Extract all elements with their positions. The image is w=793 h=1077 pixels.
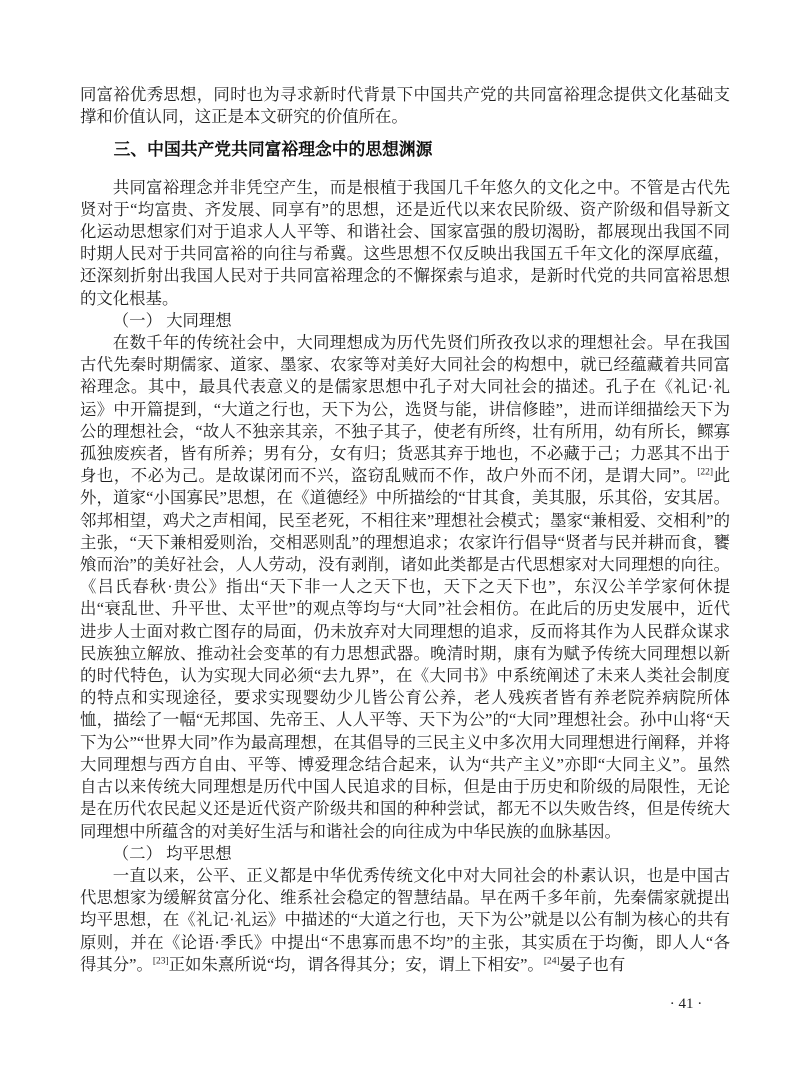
text-run: 共同富裕理念并非凭空产生，而是根植于我国几千年悠久的文化之中。不管是古代先贤对于“均富贵、齐发展、同享有”的思想，还是近代以来农民阶级、资产阶级和倡导新文化运动思想家们对于追求人人平等、和谐社会、国家富强的殷切渴盼，都展现出我国不同时期人民对于共同富裕的向往与希冀。这些思想不仅反映出我国五千年文化的深厚底蕴，还深刻折射出我国人民对于共同富裕理念的不懈探索与追求，是新时代党的共同富裕思想的文化根基。 bbox=[80, 177, 730, 308]
subsection-heading-junping bbox=[80, 843, 730, 865]
paragraph-continued-from-previous-page bbox=[80, 84, 730, 128]
text-run: 同富裕优秀思想，同时也为寻求新时代背景下中国共产党的共同富裕理念提供文化基础支撑和价值认同，这正是本文研究的价值所在。 bbox=[80, 85, 730, 127]
text-run: 一直以来，公平、正义都是中华优秀传统文化中对大同社会的朴素认识，也是中国古代思想家为缓解贫富分化、维系社会稳定的智慧结晶。早在两千多年前，先秦儒家就提出均平思想，在《礼记·礼运》中描述的“大道之行也，天下为公”就是以公有制为核心的共有原则，并在《论语·季氏》中提出“不患寡而患不均”的主张，其实质在于均衡，即人人“各得其分”。 bbox=[80, 865, 730, 974]
footnote-ref: [23] bbox=[152, 956, 169, 967]
text-run: 晏子也有 bbox=[559, 954, 626, 974]
text-run: 此外，道家“小国寡民”思想，在《道德经》中所描绘的“甘其食，美其服，乐其俗，安其居。邻邦相望，鸡犬之声相闻，民至老死，不相往来”理想社会模式；墨家“兼相爱、交相利”的主张，“天下兼相爱则治，交相恶则乱”的理想追求；农家许行倡导“贤者与民并耕而食，饔飧而治”的美好社会，人人劳动，没有剥削，诸如此类都是古代思想家对大同理想的向往。《吕氏春秋·贵公》指出“天下非一人之天下也，天下之天下也”，东汉公羊学家何休提出“衰乱世、升平世、太平世”的观点等均与“大同”社会相仿。在此后的历史发展中，近代进步人士面对救亡图存的局面，仍未放弃对大同理想的追求，反而将其作为人民群众谋求民族独立解放、推动社会变革的有力思想武器。晚清时期，康有为赋予传统大同理想以新的时代特色，认为实现大同必须“去九界”，在《大同书》中系统阐述了未来人类社会制度的特点和实现途径，要求实现婴幼少儿皆公育公养，老人残疾者皆有养老院养病院所体恤，描绘了一幅“无邦国、先帝王、人人平等、天下为公”的“大同”理想社会。孙中山将“天下为公”“世界大同”作为最高理想，在其倡导的三民主义中多次用大同理想进行阐释，并将大同理想与西方自由、平等、博爱理念结合起来，认为“共产主义”亦即“大同主义”。虽然自古以来传统大同理想是历代中国人民追求的目标，但是由于历史和阶级的局限性，无论是在历代农民起义还是近代资产阶级共和国的种种尝试，都无不以失败告终，但是传统大同理想中所蕴含的对美好生活与和谐社会的向往成为中华民族的血脉基因。 bbox=[80, 466, 731, 841]
section-heading bbox=[80, 139, 730, 161]
page-number: · 41 · bbox=[669, 996, 703, 1012]
footnote-ref: [22] bbox=[697, 467, 714, 478]
paragraph-junping-thought bbox=[80, 865, 730, 976]
text-run: （一） 大同理想 bbox=[112, 310, 232, 330]
page-body bbox=[80, 84, 730, 976]
text-run: 正如朱熹所说“均，谓各得其分；安，谓上下相安”。 bbox=[168, 954, 544, 974]
footnote-ref: [24] bbox=[543, 956, 560, 967]
text-run: （二） 均平思想 bbox=[112, 843, 232, 863]
text-run: 三、中国共产党共同富裕理念中的思想渊源 bbox=[113, 140, 433, 160]
text-run: 在数千年的传统社会中，大同理想成为历代先贤们所孜孜以求的理想社会。早在我国古代先秦时期儒家、道家、墨家、农家等对美好大同社会的构想中，就已经蕴藏着共同富裕理念。其中，最具代表意义的是儒家思想中孔子对大同社会的描述。孔子在《礼记·礼运》中开篇提到，“大道之行也，天下为公，选贤与能，讲信修睦”，进而详细描绘天下为公的理想社会，“故人不独亲其亲，不独子其子，使老有所终，壮有所用，幼有所长，鳏寡孤独废疾者，皆有所养；男有分，女有归；货恶其弃于地也，不必藏于己；力恶其不出于身也，不必为己。是故谋闭而不兴，盗窃乱贼而不作，故户外而不闭，是谓大同”。 bbox=[80, 333, 730, 486]
paragraph-section-intro bbox=[80, 177, 730, 310]
paragraph-datong-ideal bbox=[80, 332, 730, 843]
subsection-heading-datong bbox=[80, 310, 730, 332]
